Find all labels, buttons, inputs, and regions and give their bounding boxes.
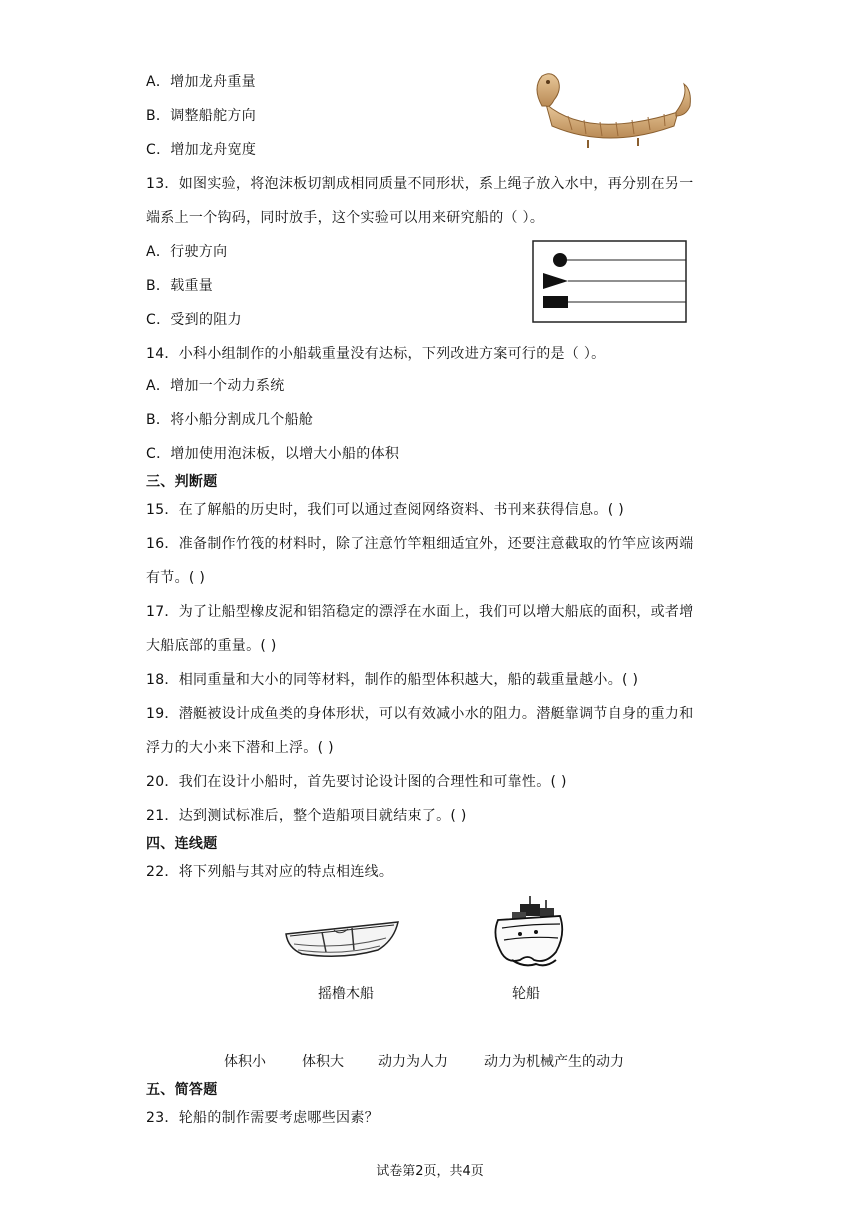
q14-option-b: B．将小船分割成几个船舱 bbox=[146, 412, 314, 428]
dragon-boat-image bbox=[528, 66, 696, 150]
feature-mechanical-power: 动力为机械产生的动力 bbox=[484, 1054, 624, 1070]
q13-option-c: C．受到的阻力 bbox=[146, 312, 242, 328]
q18: 18．相同重量和大小的同等材料，制作的船型体积越大，船的载重量越小。( ) bbox=[146, 672, 639, 688]
q12-option-c: C．增加龙舟宽度 bbox=[146, 142, 257, 158]
foam-shapes-diagram bbox=[532, 240, 688, 324]
steamship-image bbox=[490, 894, 570, 970]
q21: 21．达到测试标准后，整个造船项目就结束了。( ) bbox=[146, 808, 467, 824]
q14-option-c: C．增加使用泡沫板，以增大小船的体积 bbox=[146, 446, 400, 462]
q12-option-a: A．增加龙舟重量 bbox=[146, 74, 256, 90]
page-footer: 试卷第2页，共4页 bbox=[376, 1164, 484, 1179]
q23: 23．轮船的制作需要考虑哪些因素？ bbox=[146, 1110, 379, 1126]
q14-stem: 14．小科小组制作的小船载重量没有达标，下列改进方案可行的是（ ）。 bbox=[146, 346, 606, 362]
boat-label-rowboat: 摇橹木船 bbox=[318, 986, 374, 1002]
q19-line1: 19．潜艇被设计成鱼类的身体形状，可以有效减小水的阻力。潜艇靠调节自身的重力和 bbox=[146, 706, 694, 722]
section-heading-matching: 四、连线题 bbox=[146, 836, 218, 852]
q17-line2: 大船底部的重量。( ) bbox=[146, 638, 277, 654]
q20: 20．我们在设计小船时，首先要讨论设计图的合理性和可靠性。( ) bbox=[146, 774, 567, 790]
q13-stem-line2: 端系上一个钩码，同时放手，这个实验可以用来研究船的（ ）。 bbox=[146, 210, 545, 226]
q16-line2: 有节。( ) bbox=[146, 570, 206, 586]
boat-label-steamship: 轮船 bbox=[512, 986, 540, 1002]
feature-human-power: 动力为人力 bbox=[378, 1054, 448, 1070]
section-heading-judgement: 三、判断题 bbox=[146, 474, 218, 490]
q17-line1: 17．为了让船型橡皮泥和铝箔稳定的漂浮在水面上，我们可以增大船底的面积，或者增 bbox=[146, 604, 694, 620]
feature-small-volume: 体积小 bbox=[224, 1054, 266, 1070]
q12-option-b: B．调整船舵方向 bbox=[146, 108, 257, 124]
section-heading-short-answer: 五、简答题 bbox=[146, 1082, 218, 1098]
q14-option-a: A．增加一个动力系统 bbox=[146, 378, 285, 394]
q22-stem: 22．将下列船与其对应的特点相连线。 bbox=[146, 864, 394, 880]
q16-line1: 16．准备制作竹筏的材料时，除了注意竹竿粗细适宜外，还要注意截取的竹竿应该两端 bbox=[146, 536, 694, 552]
rowboat-image bbox=[282, 916, 402, 962]
q13-option-a: A．行驶方向 bbox=[146, 244, 228, 260]
q13-option-b: B．载重量 bbox=[146, 278, 214, 294]
feature-large-volume: 体积大 bbox=[302, 1054, 344, 1070]
q19-line2: 浮力的大小来下潜和上浮。( ) bbox=[146, 740, 334, 756]
q15: 15．在了解船的历史时，我们可以通过查阅网络资料、书刊来获得信息。( ) bbox=[146, 502, 624, 518]
q13-stem-line1: 13．如图实验，将泡沫板切割成相同质量不同形状，系上绳子放入水中，再分别在另一 bbox=[146, 176, 694, 192]
